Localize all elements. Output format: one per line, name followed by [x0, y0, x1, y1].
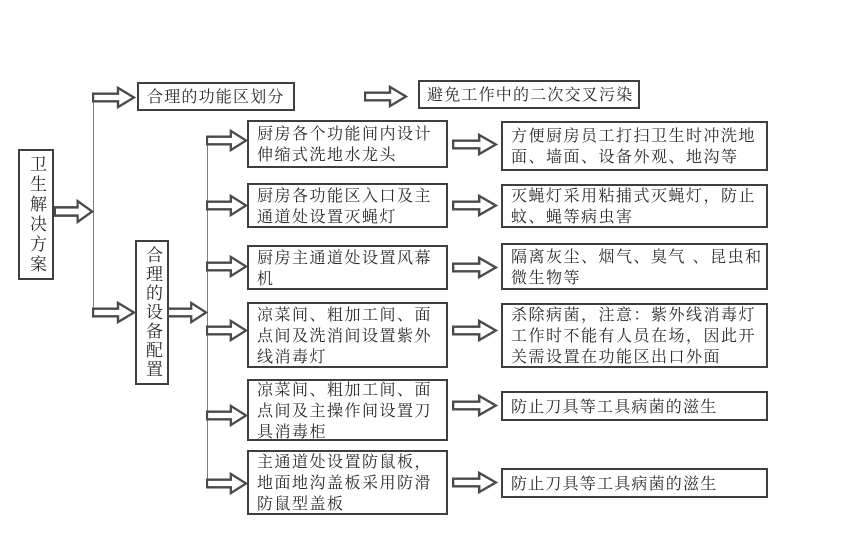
node-measure-4 [247, 302, 448, 368]
outcome-5-label: 防止刀具等工具病菌的滋生 [511, 396, 718, 416]
arrow-icon [167, 301, 208, 324]
node-outcome-4 [501, 303, 768, 368]
arrow-icon [206, 404, 248, 427]
node-zoning-outcome-label: 避免工作中的二次交叉污染 [427, 85, 634, 104]
node-equipment-config [135, 240, 169, 385]
node-measure-3 [247, 245, 448, 290]
node-measure-6 [247, 450, 448, 515]
node-functional-zoning-label: 合理的功能区划分 [147, 87, 285, 106]
node-measure-5 [247, 379, 448, 441]
measure-6-label: 主通道处设置防鼠板，地面地沟盖板采用防滑防鼠型盖板 [257, 452, 433, 513]
node-outcome-5 [501, 391, 768, 421]
outcome-2-label: 灭蝇灯采用粘捕式灭蝇灯，防止蚊、蝇等病虫害 [511, 186, 757, 226]
arrow-icon [452, 194, 498, 217]
measure-1-label: 厨房各个功能间内设计伸缩式洗地水龙头 [257, 124, 433, 164]
node-outcome-2 [501, 184, 768, 228]
node-outcome-6 [501, 468, 768, 498]
arrow-icon [206, 129, 248, 152]
outcome-1-label: 方便厨房员工打扫卫生时冲洗地面、墙面、设备外观、地沟等 [511, 126, 757, 166]
node-outcome-1 [501, 121, 768, 171]
arrow-icon [452, 256, 498, 279]
node-root [18, 149, 54, 280]
node-root-label: 卫生解决方案 [26, 154, 46, 275]
arrow-icon [206, 319, 248, 342]
node-functional-zoning [137, 82, 295, 111]
outcome-3-label: 隔离灰尘、烟气、臭气 、昆虫和微生物等 [511, 246, 763, 287]
arrow-icon [452, 319, 498, 342]
node-measure-2 [247, 183, 448, 228]
arrow-icon [206, 472, 248, 495]
arrow-icon [364, 85, 408, 108]
measure-3-label: 厨房主通道处设置风幕机 [257, 247, 433, 288]
outcome-4-label: 杀除病菌，注意：紫外线消毒灯工作时不能有人员在场，因此开关需设置在功能区出口外面 [511, 305, 757, 366]
arrow-icon [92, 86, 136, 109]
node-zoning-outcome [418, 80, 640, 109]
node-outcome-3 [501, 243, 768, 290]
measure-4-label: 凉菜间、粗加工间、面点间及洗消间设置紫外线消毒灯 [257, 304, 433, 366]
arrow-icon [206, 194, 248, 217]
arrow-icon [452, 394, 498, 417]
node-measure-1 [247, 120, 448, 168]
arrow-icon [452, 471, 498, 494]
outcome-6-label: 防止刀具等工具病菌的滋生 [511, 473, 718, 493]
arrow-icon [452, 133, 498, 156]
arrow-icon [206, 255, 248, 278]
measure-2-label: 厨房各功能区入口及主通道处设置灭蝇灯 [257, 185, 433, 226]
arrow-icon [54, 199, 94, 224]
measure-5-label: 凉菜间、粗加工间、面点间及主操作间设置刀具消毒柜 [257, 379, 433, 441]
node-equipment-config-label: 合理的设备配置 [142, 246, 162, 379]
arrow-icon [92, 301, 136, 324]
